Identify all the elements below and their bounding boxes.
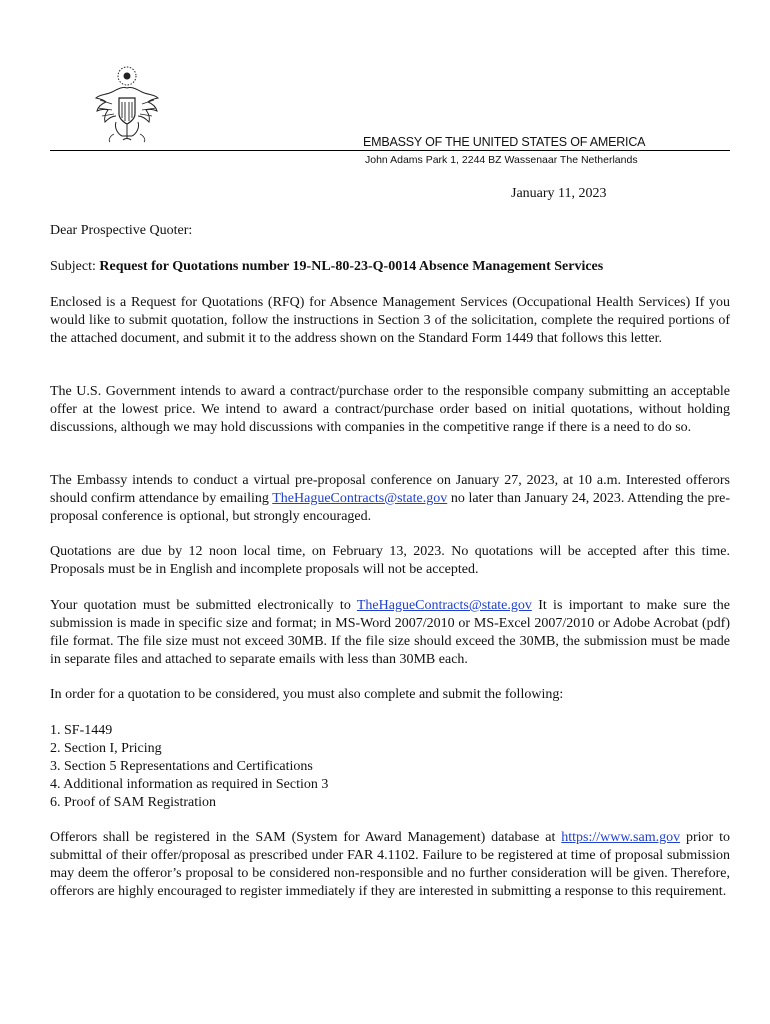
header-rule [50, 150, 730, 151]
paragraph-sam-text-b: prior to submittal of their offer/proposal as prescribed under FAR 4.1102. Failure to be registered at time of proposal submission may deem the offeror’s proposal to be considered non-responsible and no further consideration will be given. Therefore, offerors are highly encouraged to register immediately if they are interested in submitting a response to this requirement. [50, 830, 730, 899]
paragraph-submission [50, 597, 730, 669]
list-item: 1. SF-1449 [50, 723, 113, 738]
paragraph-submission-text-b: It is important to make sure the submission is made in specific size and format; in MS-Word 2007/2010 or MS-Excel 2007/2010 or Adobe Acrobat (pdf) file format. The file size must not exceed 30MB. If the file size should exceed the 30MB, the submission must be made in separate files and attached to separate emails with less than 30MB each. [50, 598, 730, 667]
paragraph-conference-text-a: The Embassy intends to conduct a virtual pre-proposal conference on January 27, 2023, at 10 a.m. Interested offerors should confirm attendance by emailing [50, 473, 730, 506]
us-great-seal-icon [92, 64, 162, 144]
paragraph-deadline: Quotations are due by 12 noon local time, on February 13, 2023. No quotations will be accepted after this time. Proposals must be in English and incomplete proposals will not be accepted. [50, 544, 730, 577]
list-item: 2. Section I, Pricing [50, 741, 162, 756]
list-item: 3. Section 5 Representations and Certifications [50, 759, 313, 774]
paragraph-requirements: In order for a quotation to be considered, you must also complete and submit the following: [50, 687, 564, 702]
salutation: Dear Prospective Quoter: [50, 223, 193, 238]
email-link-conference[interactable]: TheHagueContracts@state.gov [272, 491, 448, 506]
list-item: 4. Additional information as required in Section 3 [50, 777, 329, 792]
email-link-submission[interactable]: TheHagueContracts@state.gov [356, 598, 532, 613]
sam-link[interactable]: https://www.sam.gov [561, 830, 681, 845]
paragraph-conference [50, 472, 730, 526]
paragraph-rfq: Enclosed is a Request for Quotations (RFQ) for Absence Management Services (Occupational Health Services) If you would like to submit quotation, follow the instructions in Section 3 of the solicitation, complete the required portions of the attached document, and submit it to the address shown on the Standard Form 1449 that follows this letter. [50, 295, 730, 346]
subject-line [50, 258, 730, 276]
paragraph-conference-text-b: no later than January 24, 2023. Attending the pre-proposal conference is optional, but strongly encouraged. [50, 491, 730, 524]
paragraph-sam-text-a: Offerors shall be registered in the SAM (System for Award Management) database at [50, 830, 562, 845]
paragraph-submission-text-a: Your quotation must be submitted electronically to [50, 598, 357, 613]
subject-text: Request for Quotations number 19-NL-80-23-Q-0014 Absence Management Services [99, 259, 604, 274]
embassy-title: EMBASSY OF THE UNITED STATES OF AMERICA [363, 135, 646, 149]
subject-label: Subject: [50, 259, 96, 274]
paragraph-award: The U.S. Government intends to award a contract/purchase order to the responsible company submitting an acceptable offer at the lowest price. We intend to award a contract/purchase order based on initial quotations, without holding discussions, although we may hold discussions with companies in the competitive range if there is a need to do so. [50, 384, 730, 435]
embassy-address: John Adams Park 1, 2244 BZ Wassenaar The Netherlands [365, 154, 638, 166]
requirements-list [50, 722, 730, 812]
letter-date: January 11, 2023 [511, 186, 607, 201]
list-item: 6. Proof of SAM Registration [50, 795, 217, 810]
paragraph-sam [50, 829, 730, 901]
